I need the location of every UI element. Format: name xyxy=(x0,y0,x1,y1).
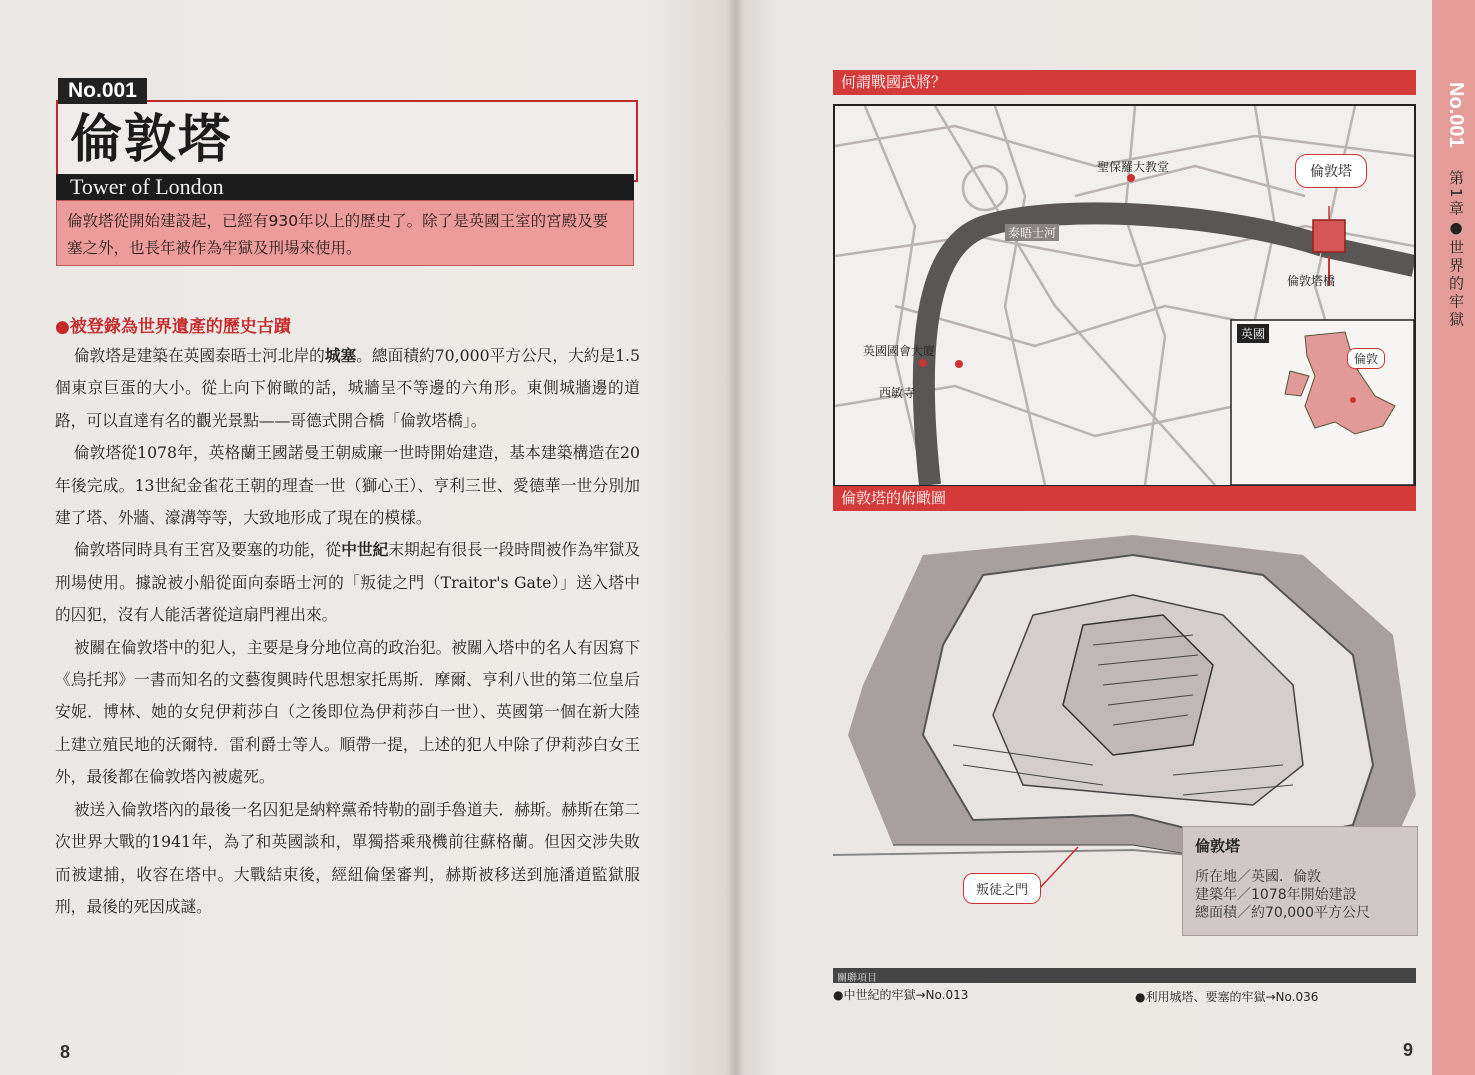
inset-label-london: 倫敦 xyxy=(1347,348,1385,369)
map-label-st-paul: 聖保羅大教堂 xyxy=(1097,160,1170,174)
related-link-left: ●中世紀的牢獄→No.013 xyxy=(833,988,969,1002)
keyword-castle: 城塞 xyxy=(324,346,357,365)
page-number: 8 xyxy=(60,1042,71,1062)
keyword-medieval: 中世紀 xyxy=(341,540,389,560)
illustration-heading: 倫敦塔的俯瞰圖 xyxy=(833,486,1416,511)
info-built: 建築年／1078年開始建設 xyxy=(1195,887,1357,903)
left-page xyxy=(0,0,735,1075)
body-text xyxy=(55,340,640,923)
side-index-tab xyxy=(1432,0,1475,1075)
related-items-label: 關聯項目 xyxy=(837,973,877,984)
related-items-bar xyxy=(833,968,1416,983)
page-title: 倫敦塔 xyxy=(70,110,233,170)
right-page xyxy=(735,0,1475,1075)
book-gutter xyxy=(726,0,744,1075)
title-frame xyxy=(56,100,638,182)
entry-number-label: No.001 xyxy=(58,78,147,104)
map-label-tower: 倫敦塔 xyxy=(1295,154,1367,188)
side-chapter-label: 第1章●世界的牢獄 xyxy=(1447,170,1465,330)
map-label-thames: 泰晤士河 xyxy=(1005,224,1059,241)
paragraph: 倫敦塔同時具有王宮及要塞的功能，從中世紀末期起有很長一段時間被作為牢獄及刑場使用。據說被小船從面向泰晤士河的「叛徒之門（Traitor's Gate）」送入塔中的囚犯，沒有人能活著從這扇門裡出來。 xyxy=(55,540,641,625)
paragraph: 倫敦塔是建築在英國泰晤士河北岸的城塞。總面積約70,000平方公尺，大約是1.5個東京巨蛋的大小。從上向下俯瞰的話，城牆呈不等邊的六角形。東側城牆邊的道路，可以直達有名的觀光景點——哥德式開合橋「倫敦塔橋」。 xyxy=(55,346,641,430)
inset-label-uk: 英國 xyxy=(1237,324,1269,343)
info-location: 所在地／英國．倫敦 xyxy=(1195,869,1321,885)
paragraph: 倫敦塔從1078年，英格蘭王國諾曼王朝威廉一世時開始建造，基本建築構造在20年後完成。13世紀金雀花王朝的理查一世（獅心王）、亨利三世、愛德華一世分別加建了塔、外牆、濠溝等等，大致地形成了現在的模樣。 xyxy=(55,443,640,528)
map-label-parliament: 英國國會大廈 xyxy=(863,344,936,358)
summary-box: 倫敦塔從開始建設起，已經有930年以上的歷史了。除了是英國王室的宮殿及要塞之外，也長年被作為牢獄及刑場來使用。 xyxy=(56,200,634,266)
london-map xyxy=(833,104,1416,487)
map-label-tower-bridge: 倫敦塔橋 xyxy=(1287,274,1336,288)
info-area: 總面積／約70,000平方公尺 xyxy=(1195,905,1370,921)
entry-header xyxy=(52,78,636,268)
page-number: 9 xyxy=(1403,1040,1414,1060)
english-subtitle: Tower of London xyxy=(56,174,634,200)
map-label-westminster: 西敏寺 xyxy=(879,386,916,400)
info-box xyxy=(1182,826,1418,936)
label-traitors-gate: 叛徒之門 xyxy=(963,873,1041,904)
section-heading: ●被登錄為世界遺產的歷史古蹟 xyxy=(55,317,291,337)
related-link-right: ●利用城塔、要塞的牢獄→No.036 xyxy=(1135,990,1319,1004)
info-title: 倫敦塔 xyxy=(1195,837,1241,855)
paragraph: 被關在倫敦塔中的犯人，主要是身分地位高的政治犯。被關入塔中的名人有因寫下《烏托邦》一書而知名的文藝復興時代思想家托馬斯．摩爾、亨利八世的第二位皇后安妮．博林、她的女兒伊莉莎白（之後即位為伊莉莎白一世）、英國第一個在新大陸上建立殖民地的沃爾特．雷利爵士等人。順帶一提，上述的犯人中除了伊莉莎白女王外，最後都在倫敦塔內被處死。 xyxy=(55,637,640,787)
paragraph: 被送入倫敦塔內的最後一名囚犯是納粹黨希特勒的副手魯道夫．赫斯。赫斯在第二次世界大戰的1941年，為了和英國談和，單獨搭乘飛機前往蘇格蘭。但因交涉失敗而被逮捕，收容在塔中。大戰結束後，經紐倫堡審判，赫斯被移送到施潘道監獄服刑，最後的死因成謎。 xyxy=(55,799,640,916)
map-heading: 何謂戰國武將？ xyxy=(833,70,1416,95)
side-entry-number: No.001 xyxy=(1445,82,1467,148)
